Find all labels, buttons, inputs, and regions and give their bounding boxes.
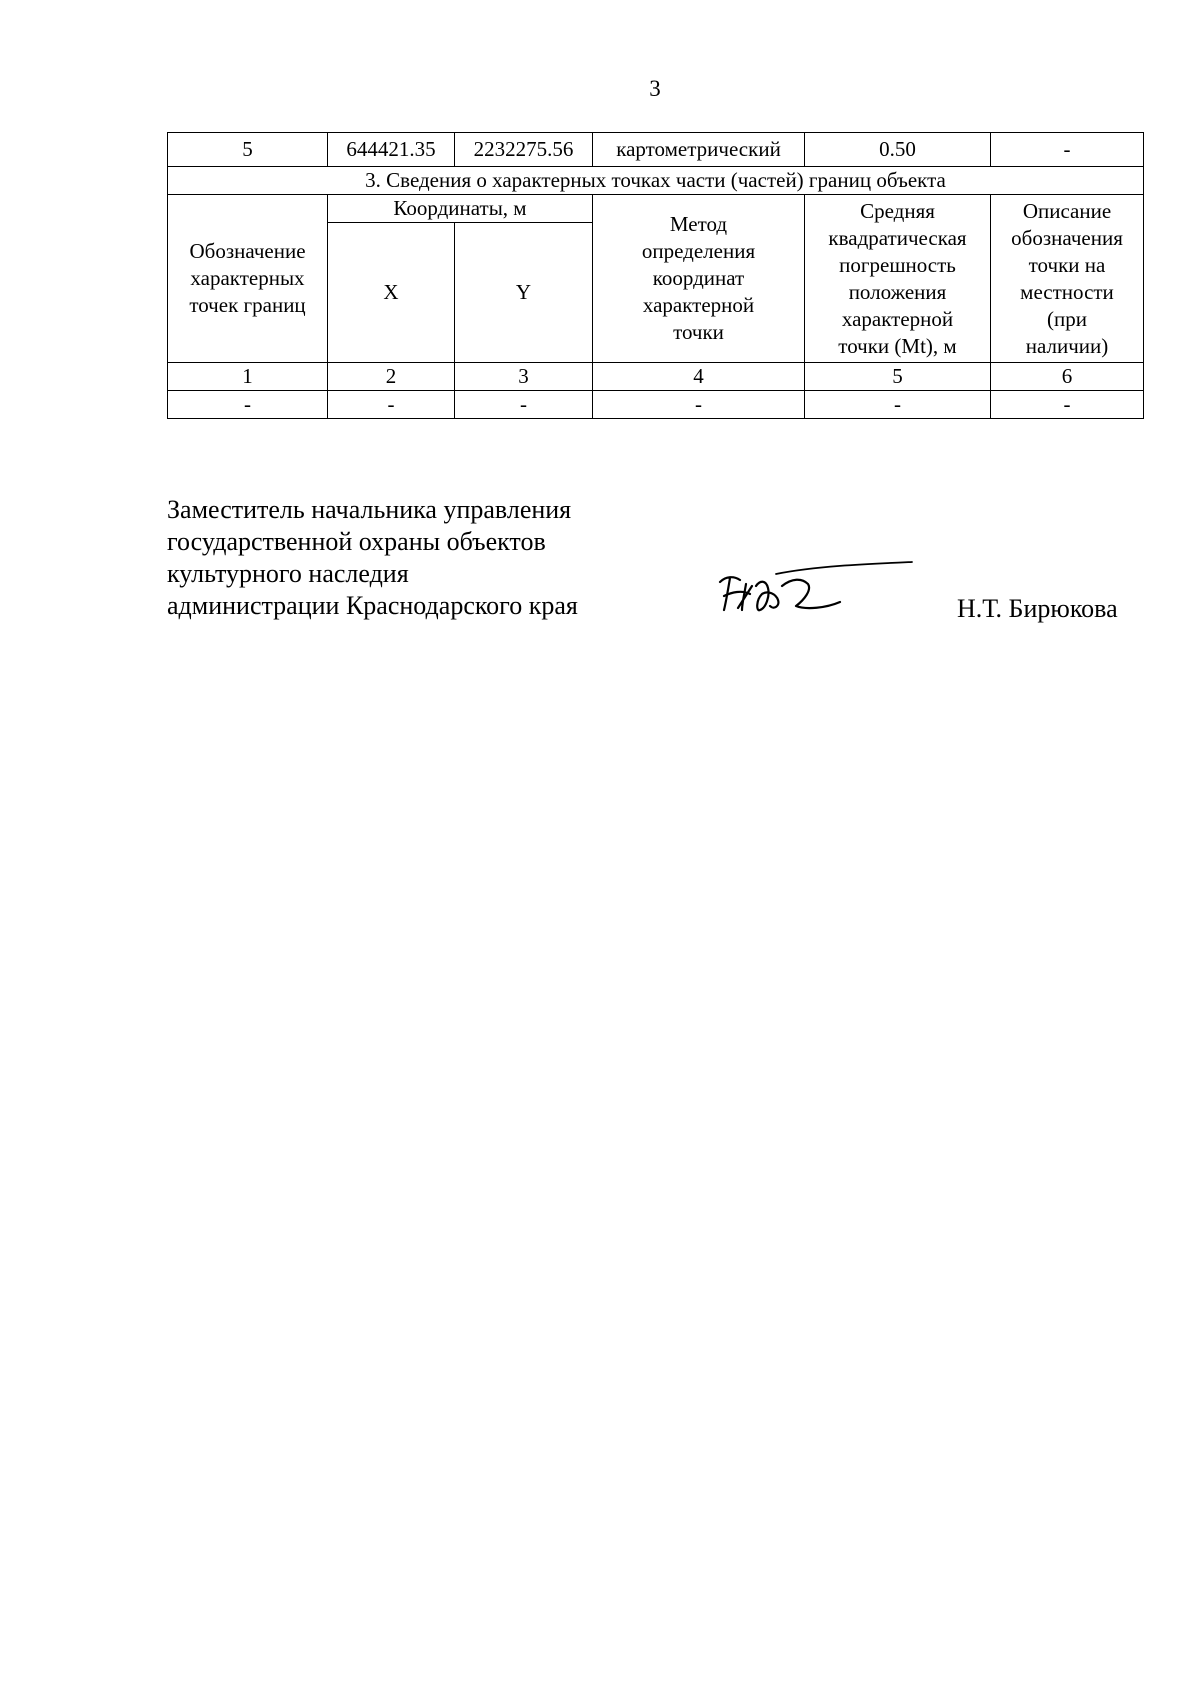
signatory-title-line: государственной охраны объектов [167,527,546,556]
header-error: Средняя квадратическая погрешность положения характерной точки (Mt), м [805,195,991,363]
cell-point: 5 [168,133,328,167]
cell-empty: - [805,391,991,419]
page-number: 3 [649,76,661,101]
column-number: 5 [805,363,991,391]
cell-error: 0.50 [805,133,991,167]
cell-method: картометрический [593,133,805,167]
header-description: Описание обозначения точки на местности (при наличии) [991,195,1144,363]
cell-empty: - [328,391,455,419]
column-number: 3 [455,363,593,391]
column-number: 2 [328,363,455,391]
cell-empty: - [593,391,805,419]
column-number: 4 [593,363,805,391]
cell-empty: - [168,391,328,419]
column-number: 6 [991,363,1144,391]
coordinates-table [167,132,1144,419]
column-number: 1 [168,363,328,391]
cell-description: - [991,133,1144,167]
handwritten-signature [716,560,916,620]
cell-x: 644421.35 [328,133,455,167]
table-row [168,133,1144,167]
header-y: Y [455,223,593,363]
section-title-row [168,167,1144,195]
header-x: X [328,223,455,363]
signatory-title-line: культурного наследия [167,559,409,588]
cell-y: 2232275.56 [455,133,593,167]
signatory-title-line: администрации Краснодарского края [167,591,578,620]
table-row [168,391,1144,419]
column-numbers-row [168,363,1144,391]
header-coordinates: Координаты, м [328,195,593,223]
signatory-title [167,494,578,622]
header-designation: Обозначение характерных точек границ [168,195,328,363]
signer-name: Н.Т. Бирюкова [957,594,1118,623]
section-title: 3. Сведения о характерных точках части (частей) границ объекта [168,167,1144,195]
cell-empty: - [991,391,1144,419]
signatory-title-line: Заместитель начальника управления [167,495,572,524]
header-row [168,195,1144,223]
header-method: Метод определения координат характерной точки [593,195,805,363]
cell-empty: - [455,391,593,419]
